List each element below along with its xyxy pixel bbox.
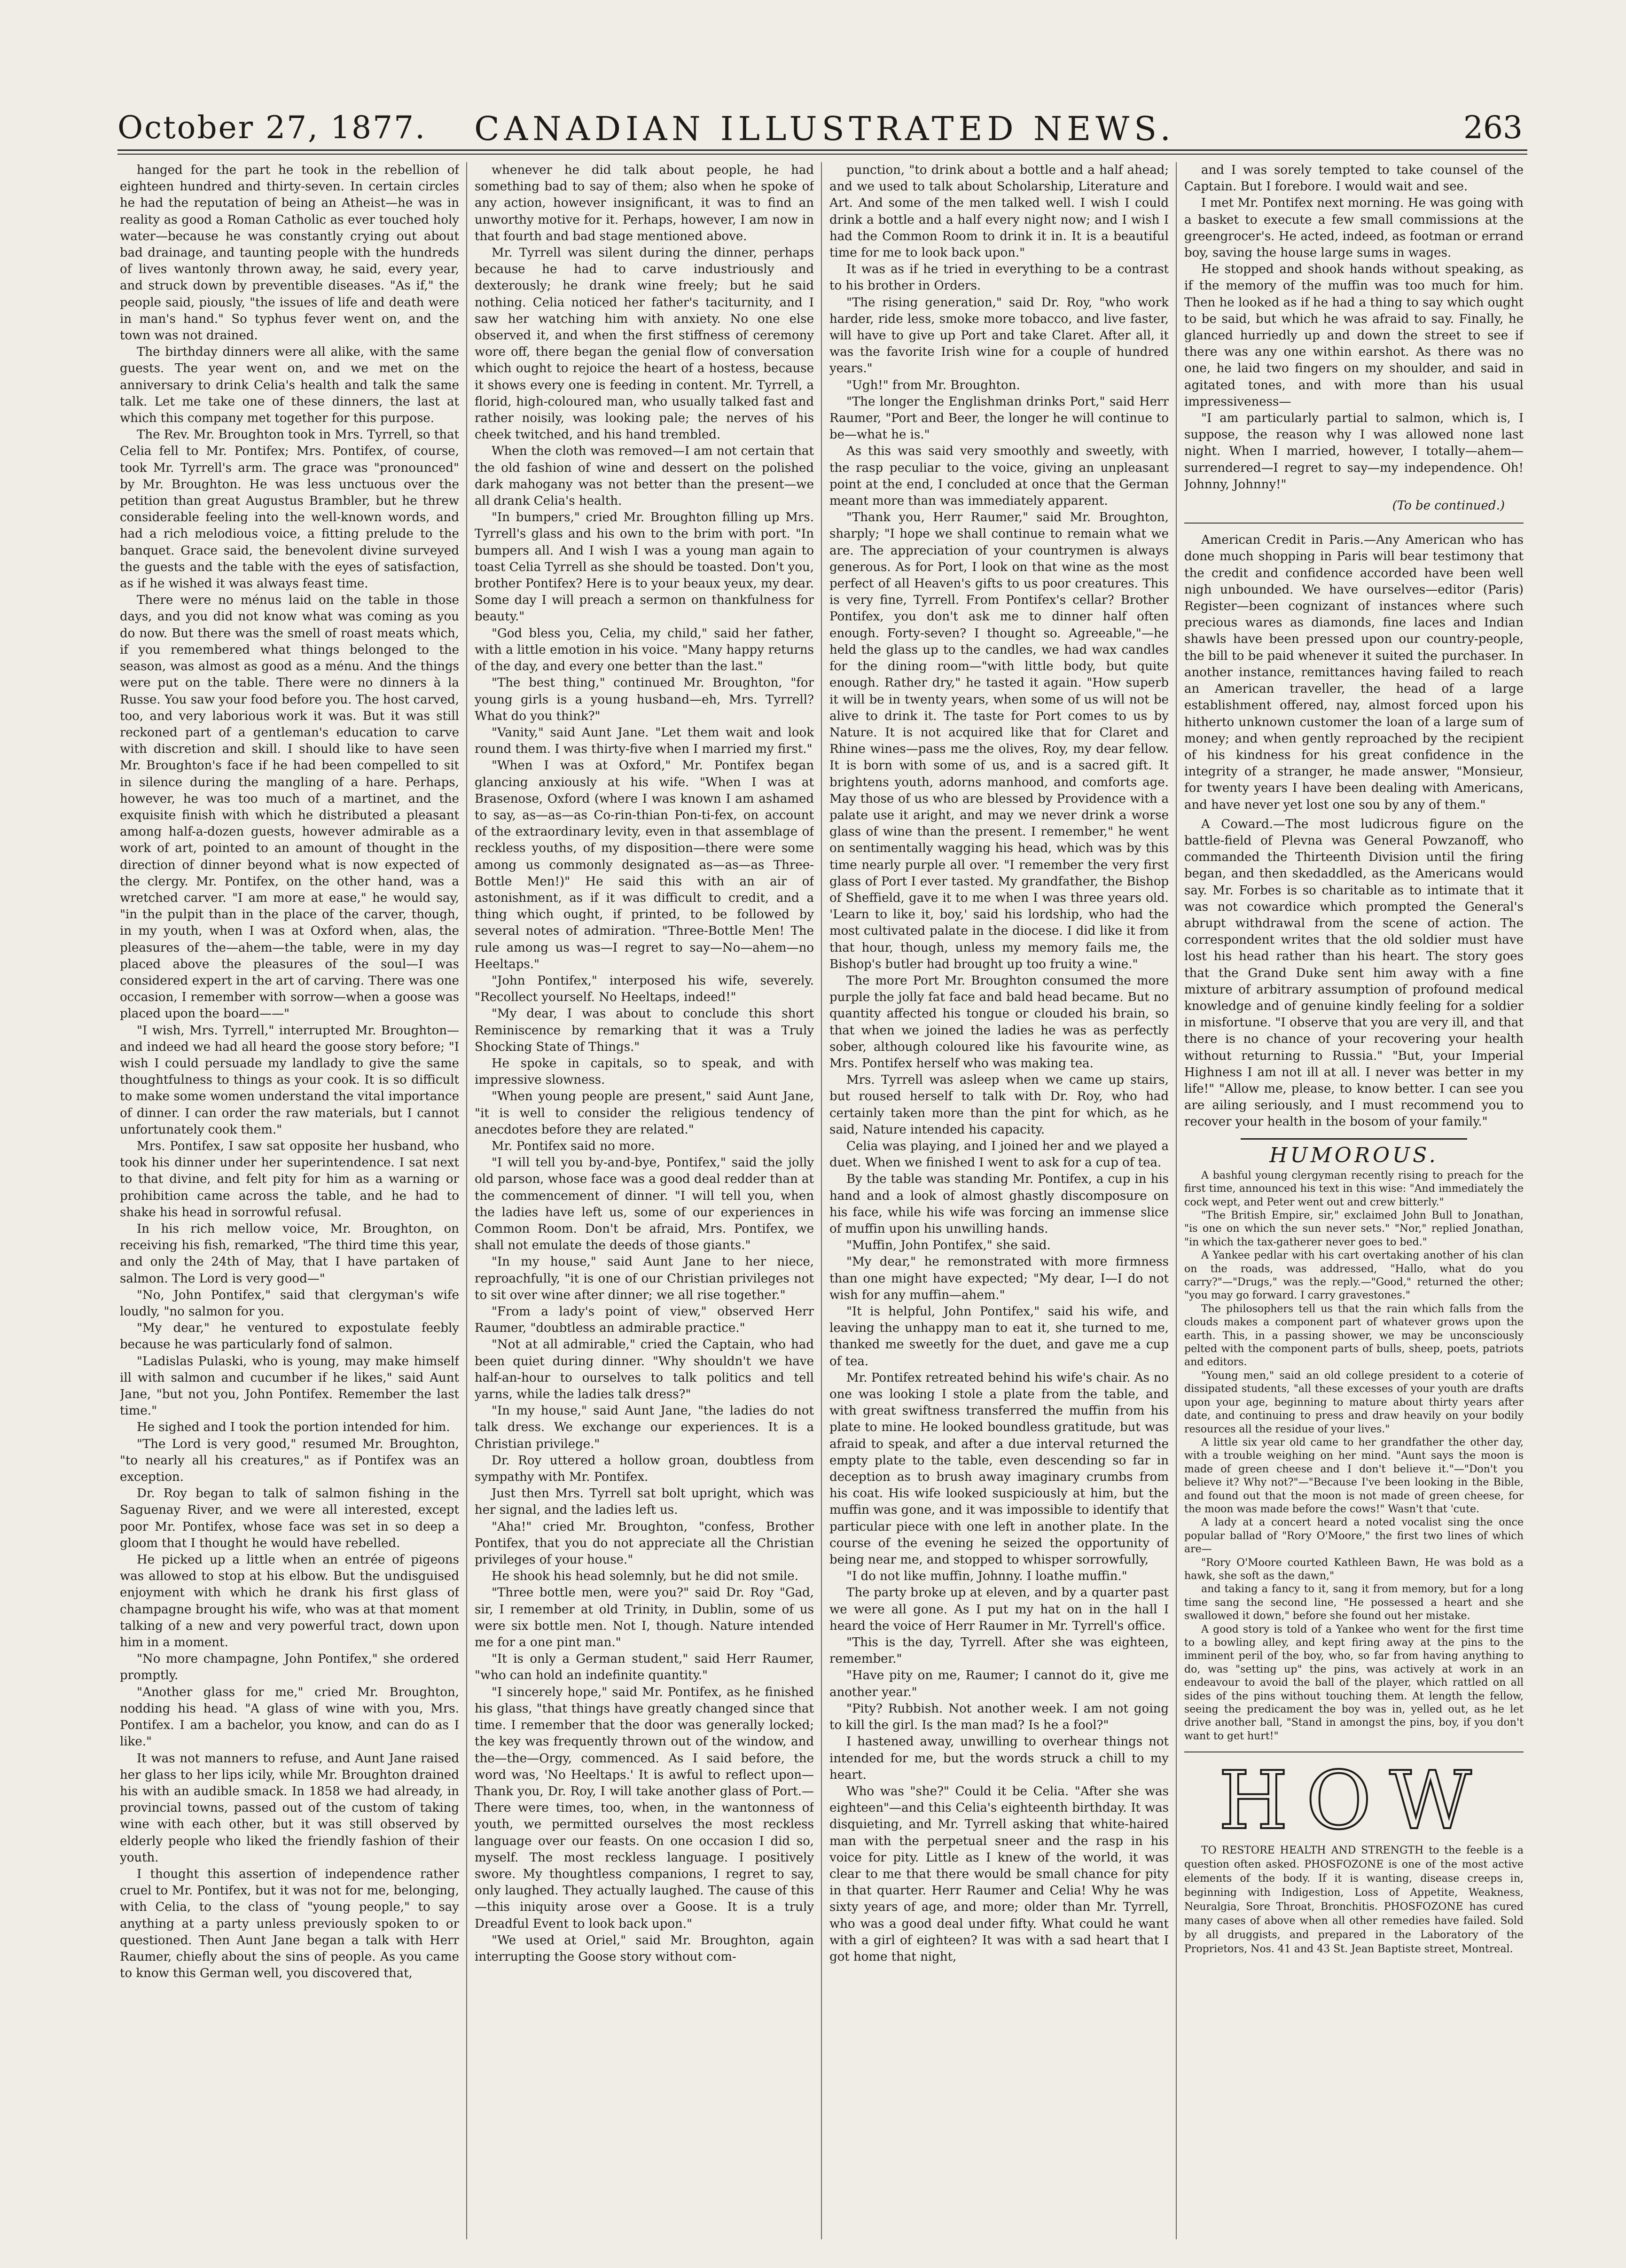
- paragraph: "My dear, I was about to conclude this short Reminiscence by remarking that it was a Truly Shocking State of Things.": [475, 1007, 814, 1054]
- paragraph: "Ugh!" from Mr. Broughton.: [846, 378, 1020, 392]
- paragraph: There were no ménus laid on the table in those days, and you did not know what was coming as you do now. But there was the smell of roast meats which, if you remembered what things belonged to the season, was almost as good as a ménu. And the things were put on the table. There were no dinners à la Russe. You saw your food before you. The host carved, too, and very laborious work it was. But it was still reckoned part of a gentleman's education to carve with discretion and skill. I should like to have seen Mr. Broughton's face if he had been compelled to sit in silence during the mangling of a hare. Perhaps, however, he was too much of a martinet, and the exquisite finish with which he distributed a pleasant among half-a-dozen guests, however admirable as a work of art, pointed to an amount of thought in the direction of dinner beyond what is now expected of the clergy. Mr. Pontifex, on the other hand, was a wretched carver. "I am more at ease," he would say, "in the pulpit than in the place of the carver, though, in my youth, when I was at Oxford when, alas, the pleasures of the—ahem—the table, were in my day placed above the pleasures of the soul—I was considered expert in the art of carving. There was one occasion, I remember with sorrow—when a goose was placed upon the board——": [120, 593, 459, 1021]
- paragraph: "Muffin, John Pontifex," she said.: [846, 1238, 1051, 1253]
- paragraph: punction, "to drink about a bottle and a half ahead; and we used to talk about Scholarship, Literature and Art. And some of the men talked well. I wish I could drink a bottle and a half every night now; and I wish I had the Common Room to drink it in. It is a beautiful time for me to look back upon.": [829, 163, 1169, 260]
- paragraph: "The best thing," continued Mr. Broughton, "for young girls is a young husband—eh, Mrs. Tyrrell? What do you think?": [475, 676, 814, 723]
- paragraph: "It is only a German student," said Herr Raumer, "who can hold an indefinite quantity.": [475, 1652, 814, 1683]
- paragraph: I thought this assertion of independence rather cruel to Mr. Pontifex, but it was not for me, belonging, with Celia, to the class of "young people," to say anything at a party unless previously spoken to or questioned. Then Aunt Jane began a talk with Herr Raumer, chiefly about the sins of people. As you came to know this German well, you discovered that,: [120, 1867, 459, 1981]
- paragraph: "When I was at Oxford," Mr. Pontifex began glancing anxiously at his wife. "When I was at Brasenose, Oxford (where I was known I am ashamed to say, as—as—as Co-rin-thian Pon-ti-fex, on account of the extraordinary levity, even in that assemblage of reckless youths, of my disposition—there were some among us commonly designated as—as—as Three-Bottle Men!)" He said this with an air of astonishment, as if it was difficult to credit, and a thing which ought, if printed, to be followed by several notes of admiration. "Three-Bottle Men! The rule among us was—I regret to say—No—ahem—no Heeltaps.": [475, 759, 814, 971]
- paragraph: whenever he did talk about people, he had something bad to say of them; also when he spoke of any action, however insignificant, it was to find an unworthy motive for it. Perhaps, however, I am now in that fourth and bad stage mentioned above.: [475, 163, 814, 243]
- paragraph: "I do not like muffin, Johnny. I loathe muffin.": [846, 1569, 1127, 1584]
- advert-heading: HOW: [1218, 1754, 1490, 1848]
- paragraph: "I am particularly partial to salmon, which is, I suppose, the reason why I was allowed none last night. When I married, however, I totally—ahem—surrendered—I regret to say—my independence. Oh! Johnny, Johnny!": [1184, 411, 1524, 492]
- paragraph: He picked up a little when an entrée of pigeons was allowed to stop at his elbow. But the undisguised enjoyment with which he drank his first glass of champagne brought his wife, who was at that moment talking of a new and very powerful tract, down upon him in a moment.: [120, 1553, 459, 1650]
- humor-item: The philosophers tell us that the rain which falls from the clouds makes a component part of whatever grows upon the earth. This, in a passing shower, we may be unconsciously pelted with the component parts of bulls, sheep, poets, patriots and editors.: [1184, 1303, 1524, 1369]
- paragraph: "Ladislas Pulaski, who is young, may make himself ill with salmon and cucumber if he likes," said Aunt Jane, "but not you, John Pontifex. Remember the last time.": [120, 1354, 459, 1418]
- paragraph: "The longer the Englishman drinks Port," said Herr Raumer, "Port and Beer, the longer he will continue to be—what he is.": [829, 394, 1169, 442]
- paragraph: The birthday dinners were all alike, with the same guests. The year went on, and we met on the anniversary to drink Celia's health and talk the same talk. Let me take one of these dinners, the last at which this company met together for this purpose.: [120, 345, 459, 426]
- paragraph: "No, John Pontifex," said that clergyman's wife loudly, "no salmon for you.: [120, 1288, 459, 1319]
- header-rule: [117, 149, 1527, 155]
- humor-item: A Yankee pedlar with his cart overtaking another of his clan on the roads, was addressed, "Hallo, what do you carry?"—"Drugs," was the reply.—"Good," returned the other; "you may go forward. I carry gravestones.": [1184, 1250, 1524, 1302]
- humor-item: "Young men," said an old college president to a coterie of dissipated students, "all these excesses of your youth are drafts upon your age, beginning to mature about thirty years after date, and continuing to press and draw heavily on your bodily resources all the residue of your lives.": [1184, 1369, 1524, 1435]
- decorative-rule: [1241, 1138, 1467, 1140]
- paragraph: He spoke in capitals, so to speak, and with impressive slowness.: [475, 1056, 814, 1087]
- paragraph: "It is helpful, John Pontifex," said his wife, and leaving the unhappy man to eat it, she turned to me, thanked me sweetly for the duet, and gave me a cup of tea.: [829, 1305, 1169, 1369]
- paragraph: By the table was standing Mr. Pontifex, a cup in his hand and a look of almost ghastly discomposure on his face, while his wife was forcing an immense slice of muffin upon his unwilling hands.: [829, 1172, 1169, 1236]
- section-rule: [1184, 523, 1524, 524]
- column-divider: [821, 162, 822, 2239]
- paragraph: "My dear," he ventured to expostulate feebly because he was particularly fond of salmon.: [120, 1321, 459, 1352]
- page-header: [117, 101, 1532, 153]
- paragraph: "John Pontifex," interposed his wife, severely. "Recollect yourself. No Heeltaps, indeed!": [475, 973, 814, 1005]
- coward-article: A Coward.—The most ludicrous figure on the battle-field of Plevna was General Powzanoff, who commanded the Thirteenth Division until the firing began, and then skedaddled, as the Americans would say. Mr. Forbes is so charitable as to intimate that it was not cowardice which prompted the General's abrupt withdrawal from the scene of action. The correspondent writes that the old soldier must have lost his head rather than his heart. The story goes that the Grand Duke sent him away with a fine mixture of arbitrary assumption of profound medical knowledge and of genuine kindly feeling for a soldier in misfortune. "I observe that you are very ill, and that there is no chance of your recovering your health without returning to Russia." "But, your Imperial Highness I am not ill at all. I never was better in my life!" "Allow me, please, to know better. I can see you are ailing seriously, and I must recommend you to recover your health in the bosom of your family.": [1184, 817, 1524, 1129]
- column-2: [475, 162, 814, 2239]
- paragraph: In his rich mellow voice, Mr. Broughton, on receiving his fish, remarked, "The third time this year, and only the 24th of May, that I have partaken of salmon. The Lord is very good—": [120, 1222, 459, 1286]
- humor-item: A good story is told of a Yankee who went for the first time to a bowling alley, and kept firing away at the pins to the imminent peril of the boy, who, so far from having anything to do, was "setting up" the pins, was actively at work in an endeavour to avoid the ball of the player, which rattled on all sides of the pins without touching them. At length the fellow, seeing the predicament the boy was in, yelled out, as he let drive another ball, "Stand in amongst the pins, boy, if you don't want to get hurt!": [1184, 1623, 1524, 1742]
- paragraph: "No more champagne, John Pontifex," she ordered promptly.: [120, 1652, 459, 1683]
- paragraph: Dr. Roy began to talk of salmon fishing in the Saguenay River, and we were all interested, except poor Mr. Pontifex, whose face was set in so deep a gloom that I thought he would have rebelled.: [120, 1486, 459, 1550]
- paragraph: "Have pity on me, Raumer; I cannot do it, give me another year.": [829, 1668, 1169, 1699]
- paragraph: "Another glass for me," cried Mr. Broughton, nodding his head. "A glass of wine with you, Mrs. Pontifex. I am a bachelor, you know, and can do as I like.": [120, 1685, 459, 1749]
- paragraph: "Vanity," said Aunt Jane. "Let them wait and look round them. I was thirty-five when I married my first.": [475, 725, 814, 757]
- paragraph: "Three bottle men, were you?" said Dr. Roy "Gad, sir, I remember at old Trinity, in Dublin, some of us were six bottle men. Not I, though. Nature intended me for a one pint man.": [475, 1586, 814, 1650]
- paragraph: Who was "she?" Could it be Celia. "After she was eighteen"—and this Celia's eighteenth birthday. It was disquieting, and Mr. Tyrrell asking that white-haired man with the perpetual sneer and the rasp in his voice for pity. Little as I knew of the world, it was clear to me that there would be small chance for pity in that quarter. Herr Raumer and Celia! Why he was sixty years of age, and more; older than Mr. Tyrrell, who was a good deal under fifty. What could he want with a girl of eighteen? It was with a sad heart that I got home that night,: [829, 1784, 1169, 1964]
- humor-item: A bashful young clergyman recently rising to preach for the first time, announced his text in this wise: "And immediately the cock wept, and Peter went out and crew bitterly.": [1184, 1169, 1524, 1208]
- paragraph: "God bless you, Celia, my child," said her father, with a little emotion in his voice. "Many happy returns of the day, and every one better than the last.": [475, 626, 814, 674]
- paragraph: "In bumpers," cried Mr. Broughton filling up Mrs. Tyrrell's glass and his own to the brim with port. "In bumpers all. And I wish I was a young man again to toast Celia Tyrrell as she should be toasted. Don't you, brother Pontifex? Here is to your beaux yeux, my dear. Some day I will preach a sermon on thankfulness for beauty.": [475, 510, 814, 624]
- paragraph: Mrs. Pontifex, I saw sat opposite her husband, who took his dinner under her superintendence. I sat next to that divine, and felt pity for him as a warning or prohibition came across the table, and he had to shake his head in sorrowful refusal.: [120, 1139, 459, 1220]
- paragraph: I met Mr. Pontifex next morning. He was going with a basket to execute a few small commissions at the greengrocer's. He acted, indeed, as footman or errand boy, saving the house large sums in wages.: [1184, 196, 1524, 260]
- paragraph: "I sincerely hope," said Mr. Pontifex, as he finished his glass, "that things have greatly changed since that time. I remember that the door was generally locked; the key was frequently thrown out of the window, and the—the—Orgy, commenced. As I said before, the word was, 'No Heeltaps.' It is awful to reflect upon—Thank you, Dr. Roy, I will take another glass of Port.—There were times, too, when, in the wantonness of youth, we permitted ourselves the most reckless language over our feasts. On one occasion I did so, myself. The most reckless language. I positively swore. My thoughtless companions, I regret to say, only laughed. They actually laughed. The cause of this—this iniquity arose over a Goose. It is a truly Dreadful Event to look back upon.": [475, 1685, 814, 1931]
- paragraph: Celia was playing, and I joined her and we played a duet. When we finished I went to ask for a cup of tea.: [829, 1139, 1169, 1170]
- paragraph: "Not at all admirable," cried the Captain, who had been quiet during dinner. "Why shouldn't we have half-an-hour to ourselves to talk politics and tell yarns, while the ladies talk dress?": [475, 1337, 814, 1402]
- paragraph: As this was said very smoothly and sweetly, with the rasp peculiar to the voice, giving an unpleasant point at the end, I concluded at once that the German meant more than was immediately apparent.: [829, 444, 1169, 508]
- humor-item: "Rory O'Moore courted Kathleen Bawn, He was bold as a hawk, she soft as the dawn,": [1184, 1556, 1524, 1582]
- paragraph: and I was sorely tempted to take counsel of the Captain. But I forebore. I would wait and see.: [1184, 163, 1524, 194]
- masthead-title: CANADIAN ILLUSTRATED NEWS.: [474, 109, 1175, 148]
- paragraph: It was not manners to refuse, and Aunt Jane raised her glass to her lips icily, while Mr. Broughton drained his with an audible smack. In 1858 we had already, in provincial towns, passed out of the custom of taking wine with each other, but it was still observed by elderly people who liked the friendly fashion of their youth.: [120, 1751, 459, 1865]
- paragraph: "From a lady's point of view," observed Herr Raumer, "doubtless an admirable practice.": [475, 1305, 814, 1336]
- paragraph: "This is the day, Tyrrell. After she was eighteen, remember.": [829, 1635, 1169, 1666]
- paragraph: He stopped and shook hands without speaking, as if the memory of the muffin was too much for him. Then he looked as if he had a thing to say which ought to be said, but which he was afraid to say. Finally, he glanced hurriedly up and down the street to see if there was any one within earshot. As there was no one, he laid two fingers on my shoulder, and said in agitated tones, and with more than his usual impressiveness—: [1184, 262, 1524, 409]
- humor-item: A lady at a concert heard a noted vocalist sing the once popular ballad of "Rory O'Moore," the first two lines of which are—: [1184, 1517, 1524, 1556]
- paragraph: The Rev. Mr. Broughton took in Mrs. Tyrrell, so that Celia fell to Mr. Pontifex; Mrs. Pontifex, of course, took Mr. Tyrrell's arm. The grace was "pronounced" by Mr. Broughton. He was less unctuous over the petition than great Augustus Brambler, but he threw considerable feeling into the well-known words, and had a rich melodious voice, a fitting prelude to the banquet. Grace said, the benevolent divine surveyed the guests and the table with the eyes of satisfaction, as if he wished it was always feast time.: [120, 428, 459, 591]
- paragraph: It was as if he tried in everything to be a contrast to his brother in Orders.: [829, 262, 1169, 293]
- humorous-items: [1184, 1169, 1524, 1743]
- paragraph: "The rising generation," said Dr. Roy, "who work harder, ride less, smoke more tobacco, and live faster, will have to give up Port and take Claret. After all, it was the favorite Irish wine for a couple of hundred years.": [829, 295, 1169, 376]
- paragraph: "In my house," said Aunt Jane, "the ladies do not talk dress. We exchange our experiences. It is a Christian privilege.": [475, 1404, 814, 1451]
- american-credit-article: American Credit in Paris.—Any American who has done much shopping in Paris will bear testimony that the credit and confidence accorded have been well nigh unbounded. We have ourselves—editor (Paris) Register—been cognizant of instances where such precious wares as diamonds, fine laces and Indian shawls have been pressed upon our country-people, the bill to be paid whenever it suited the purchaser. In another instance, remittances having failed to reach an American traveller, the head of a large establishment offered, nay, almost forced upon his hitherto unknown customer the loan of a large sum of money; and when gently reproached by the recipient of his kindness for his great confidence in the integrity of a stranger, he made answer, "Monsieur, for twenty years I have been dealing with Americans, and have never yet lost one sou by any of them.": [1184, 533, 1524, 812]
- phosfozone-advert: TO RESTORE HEALTH AND STRENGTH to the feeble is a question often asked. PHOSFOZONE is one of the most active elements of the body. If it is wanting, disease creeps in, beginning with Indigestion, Loss of Appetite, Weakness, Neuralgia, Sore Throat, Bronchitis. PHOSFOZONE has cured many cases of above when all other remedies have failed. Sold by all druggists, and prepared in the Laboratory of the Proprietors, Nos. 41 and 43 St. Jean Baptiste street, Montreal.: [1184, 1845, 1524, 1955]
- paragraph: Mr. Pontifex said no more.: [492, 1139, 655, 1153]
- column-divider: [466, 162, 467, 2239]
- paragraph: "Thank you, Herr Raumer," said Mr. Broughton, sharply; "I hope we shall continue to remain what we are. The appreciation of your countrymen is always generous. As for Port, I look on that wine as the most perfect of all Heaven's gifts to us poor creatures. This is very fine, Tyrrell. From Pontifex's cellar? Brother Pontifex, you don't ask me to dinner half often enough. Forty-seven? I thought so. Agreeable,"—he held the glass up to the candles, we had wax candles for the dining room—"with little body, but quite enough. Rather dry," he tasted it again. "How superb it will be in twenty years, when some of us will not be alive to drink it. The taste for Port comes to us by Nature. It is not acquired like that for Claret and Rhine wines—pass me the olives, Roy, my dear fellow. It is born with some of us, and is a sacred gift. It brightens youth, adorns manhood, and comforts age. May those of us who are blessed by Providence with a palate use it aright, and may we never drink a worse glass of wine than the present. I remember," he went on sentimentally wagging his head, which was by this time nearly purple all over. "I remember the very first glass of Port I ever tasted. My grandfather, the Bishop of Sheffield, gave it to me when I was three years old. 'Learn to like it, boy,' said his lordship, who had the most cultivated palate in the diocese. I did like it from that hour, though, unless my memory fails me, the Bishop's butler had brought up too fruity a wine.": [829, 510, 1169, 971]
- column-divider: [1176, 162, 1177, 2239]
- paragraph: "In my house," said Aunt Jane to her niece, reproachfully, "it is one of our Christian privileges not to sit over wine after dinner; we all rise together.": [475, 1255, 814, 1302]
- paragraph: Mr. Tyrrell was silent during the dinner, perhaps because he had to carve industriously and dexterously; he drank wine freely; but he said nothing. Celia noticed her father's taciturnity, and I saw her watching him with anxiety. No one else observed it, and when the first stiffness of ceremony wore off, there began the genial flow of conversation which ought to rejoice the heart of a hostess, because it shows every one is feeding in content. Mr. Tyrrell, a florid, high-coloured man, who usually talked fast and rather noisily, was looking pale; the nerves of his cheek twitched, and his hand trembled.: [475, 246, 814, 442]
- paragraph: "Pity? Rubbish. Not another week. I am not going to kill the girl. Is the man mad? Is he a fool?": [829, 1701, 1169, 1733]
- paragraph: I hastened away, unwilling to overhear things not intended for me, but the words struck a chill to my heart.: [829, 1735, 1169, 1782]
- humor-item: "The British Empire, sir," exclaimed John Bull to Jonathan, "is one on which the sun never sets." "Nor," replied Jonathan, "in which the tax-gatherer never goes to bed.": [1184, 1210, 1524, 1248]
- paragraph: He sighed and I took the portion intended for him.: [137, 1420, 450, 1435]
- humor-item: and taking a fancy to it, sang it from memory, but for a long time sang the second line, "He possessed a heart and she swallowed it down," before she found out her mistake.: [1184, 1583, 1524, 1622]
- paragraph: "We used at Oriel," said Mr. Broughton, again interrupting the Goose story without com-: [475, 1933, 814, 1964]
- paragraph: Mr. Pontifex retreated behind his wife's chair. As no one was looking I stole a plate from the table, and with great swiftness transferred the muffin from his plate to mine. He looked boundless gratitude, but was afraid to speak, and after a due interval returned the empty plate to the table, even descending so far in deception as to brush away imaginary crumbs from his coat. His wife looked suspiciously at him, but the muffin was gone, and it was impossible to identify that particular piece with one left in another plate. In the course of the evening he seized the opportunity of being near me, and stopped to whisper sorrowfully,: [829, 1370, 1169, 1567]
- paragraph: "My dear," he remonstrated with more firmness than one might have expected; "My dear, I—I do not wish for any muffin—ahem.": [829, 1255, 1169, 1302]
- paragraph: Dr. Roy uttered a hollow groan, doubtless from sympathy with Mr. Pontifex.: [475, 1453, 814, 1485]
- column-3: [829, 162, 1169, 2239]
- paragraph: "I will tell you by-and-bye, Pontifex," said the jolly old parson, whose face was a good deal redder than at the commencement of dinner. "I will tell you, when the ladies have left us, some of our experiences in Common Room. Don't be afraid, Mrs. Pontifex, we shall not emulate the deeds of those giants.": [475, 1156, 814, 1253]
- paragraph: "The Lord is very good," resumed Mr. Broughton, "to nearly all his creatures," as if Pontifex was an exception.: [120, 1437, 459, 1485]
- paragraph: He shook his head solemnly, but he did not smile.: [492, 1569, 798, 1584]
- page-number: 263: [1463, 109, 1523, 146]
- to-be-continued: (To be continued.): [1392, 499, 1505, 513]
- column-1: [120, 162, 459, 2239]
- paragraph: The party broke up at eleven, and by a quarter past we were all gone. As I put my hat on in the hall I heard the voice of Herr Raumer in Mr. Tyrrell's office.: [829, 1586, 1169, 1633]
- paragraph: "I wish, Mrs. Tyrrell," interrupted Mr. Broughton—and indeed we had all heard the goose story before; "I wish I could persuade my landlady to give the same thoughtfulness to things as your cook. It is so difficult to make some women understand the vital importance of dinner. I can order the raw materials, but I cannot unfortunately cook them.": [120, 1023, 459, 1137]
- issue-date: October 27, 1877.: [117, 109, 427, 146]
- paragraph: When the cloth was removed—I am not certain that the old fashion of wine and dessert on the polished dark mahogany was not better than the present—we all drank Celia's health.: [475, 444, 814, 508]
- story-continuation: [1184, 162, 1524, 493]
- humorous-heading: HUMOROUS.: [1269, 1143, 1438, 1167]
- column-4: [1184, 162, 1524, 2239]
- paragraph: "When young people are present," said Aunt Jane, "it is well to consider the religious tendency of anecdotes before they are related.": [475, 1089, 814, 1137]
- paragraph: hanged for the part he took in the rebellion of eighteen hundred and thirty-seven. In certain circles he had the reputation of being an Atheist—he was in reality as good a Roman Catholic as ever touched holy water—because he was constantly crying out about bad drainage, and taunting people with the hundreds of lives wantonly thrown away, he said, every year, and struck down by preventible diseases. "As if," the people said, piously, "the issues of life and death were in man's hand." So typhus fever went on, and the town was not drained.: [120, 163, 459, 343]
- humor-item: A little six year old came to her grandfather the other day, with a trouble weighing on her mind. "Aunt says the moon is made of green cheese and I don't believe it."—"Don't you believe it? Why not?"—"Because I've been looking in the Bible, and found out that the moon is not made of green cheese, for the moon was made before the cows!" Wasn't that 'cute.: [1184, 1436, 1524, 1515]
- paragraph: Mrs. Tyrrell was asleep when we came up stairs, but roused herself to talk with Dr. Roy, who had certainly taken more than the pint for which, as he said, Nature intended his capacity.: [829, 1073, 1169, 1137]
- paragraph: Just then Mrs. Tyrrell sat bolt upright, which was her signal, and the ladies left us.: [475, 1486, 814, 1517]
- paragraph: The more Port Mr. Broughton consumed the more purple the jolly fat face and bald head became. But no quantity affected his tongue or clouded his brain, so that when we joined the ladies he was as perfectly sober, although coloured like his favourite wine, as Mrs. Pontifex herself who was making tea.: [829, 973, 1169, 1071]
- paragraph: "Aha!" cried Mr. Broughton, "confess, Brother Pontifex, that you do not appreciate all the Christian privileges of your house.": [475, 1519, 814, 1567]
